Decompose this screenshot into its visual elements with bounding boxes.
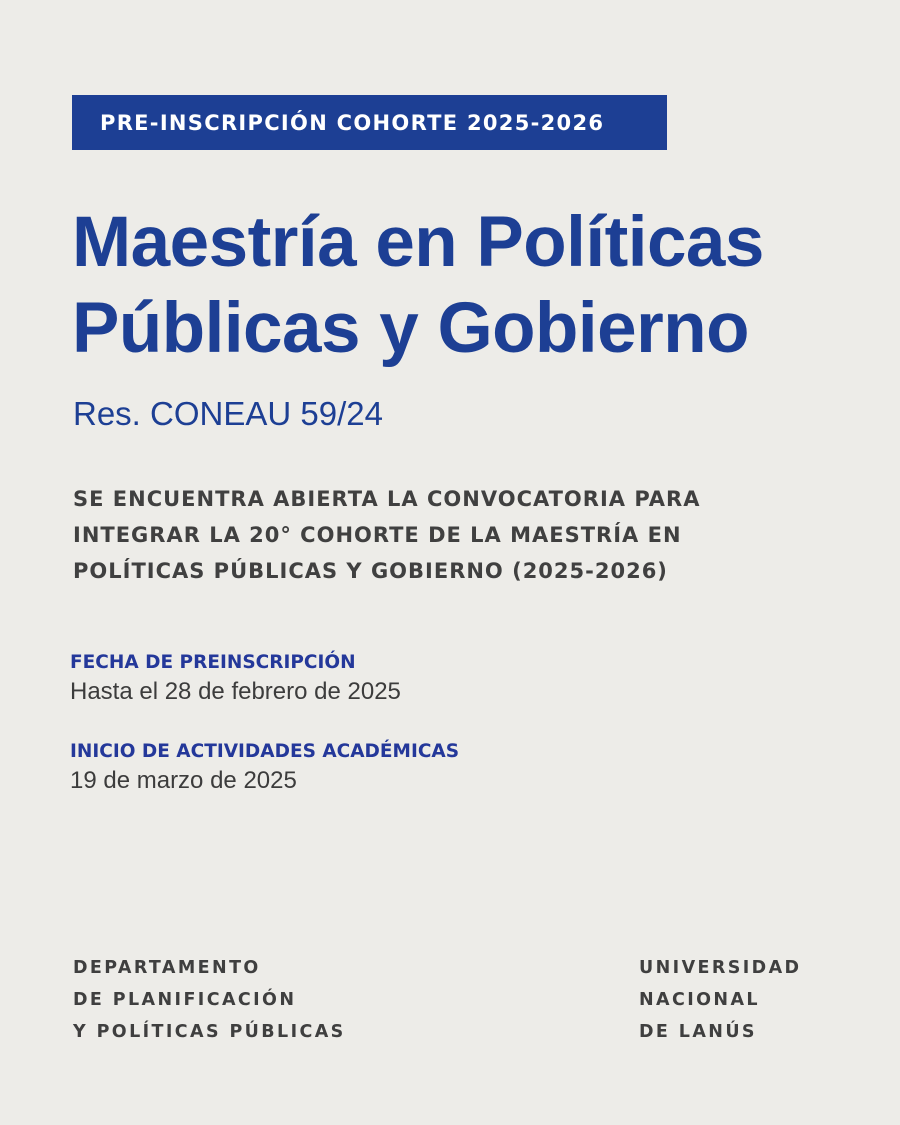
academic-start-block [70, 739, 459, 797]
preinscription-date-block [70, 650, 401, 708]
program-title-line-2: Públicas y Gobierno [72, 289, 749, 368]
coneau-resolution: Res. CONEAU 59/24 [73, 395, 383, 432]
academic-start-label: INICIO DE ACTIVIDADES ACADÉMICAS [70, 741, 460, 762]
department-name [73, 952, 346, 1048]
department-line-3: Y POLÍTICAS PÚBLICAS [73, 1022, 346, 1042]
department-line-2: DE PLANIFICACIÓN [73, 990, 297, 1010]
program-title [72, 200, 872, 372]
call-announcement [73, 481, 833, 589]
program-title-line-1: Maestría en Políticas [72, 203, 764, 282]
banner-text: PRE-INSCRIPCIÓN COHORTE 2025-2026 [100, 110, 605, 135]
announcement-line-2: INTEGRAR LA 20° COHORTE DE LA MAESTRÍA EN [73, 523, 682, 547]
university-line-2: NACIONAL [639, 990, 760, 1010]
university-line-3: DE LANÚS [639, 1022, 757, 1042]
preinscription-date-value: Hasta el 28 de febrero de 2025 [70, 678, 401, 705]
preinscription-date-label: FECHA DE PREINSCRIPCIÓN [70, 652, 356, 673]
preinscription-banner [72, 95, 667, 150]
academic-start-value: 19 de marzo de 2025 [70, 767, 297, 794]
university-name [639, 952, 801, 1048]
university-line-1: UNIVERSIDAD [639, 958, 802, 978]
announcement-line-3: POLÍTICAS PÚBLICAS Y GOBIERNO (2025-2026) [73, 559, 668, 583]
department-line-1: DEPARTAMENTO [73, 958, 261, 978]
announcement-line-1: SE ENCUENTRA ABIERTA LA CONVOCATORIA PARA [73, 487, 701, 511]
